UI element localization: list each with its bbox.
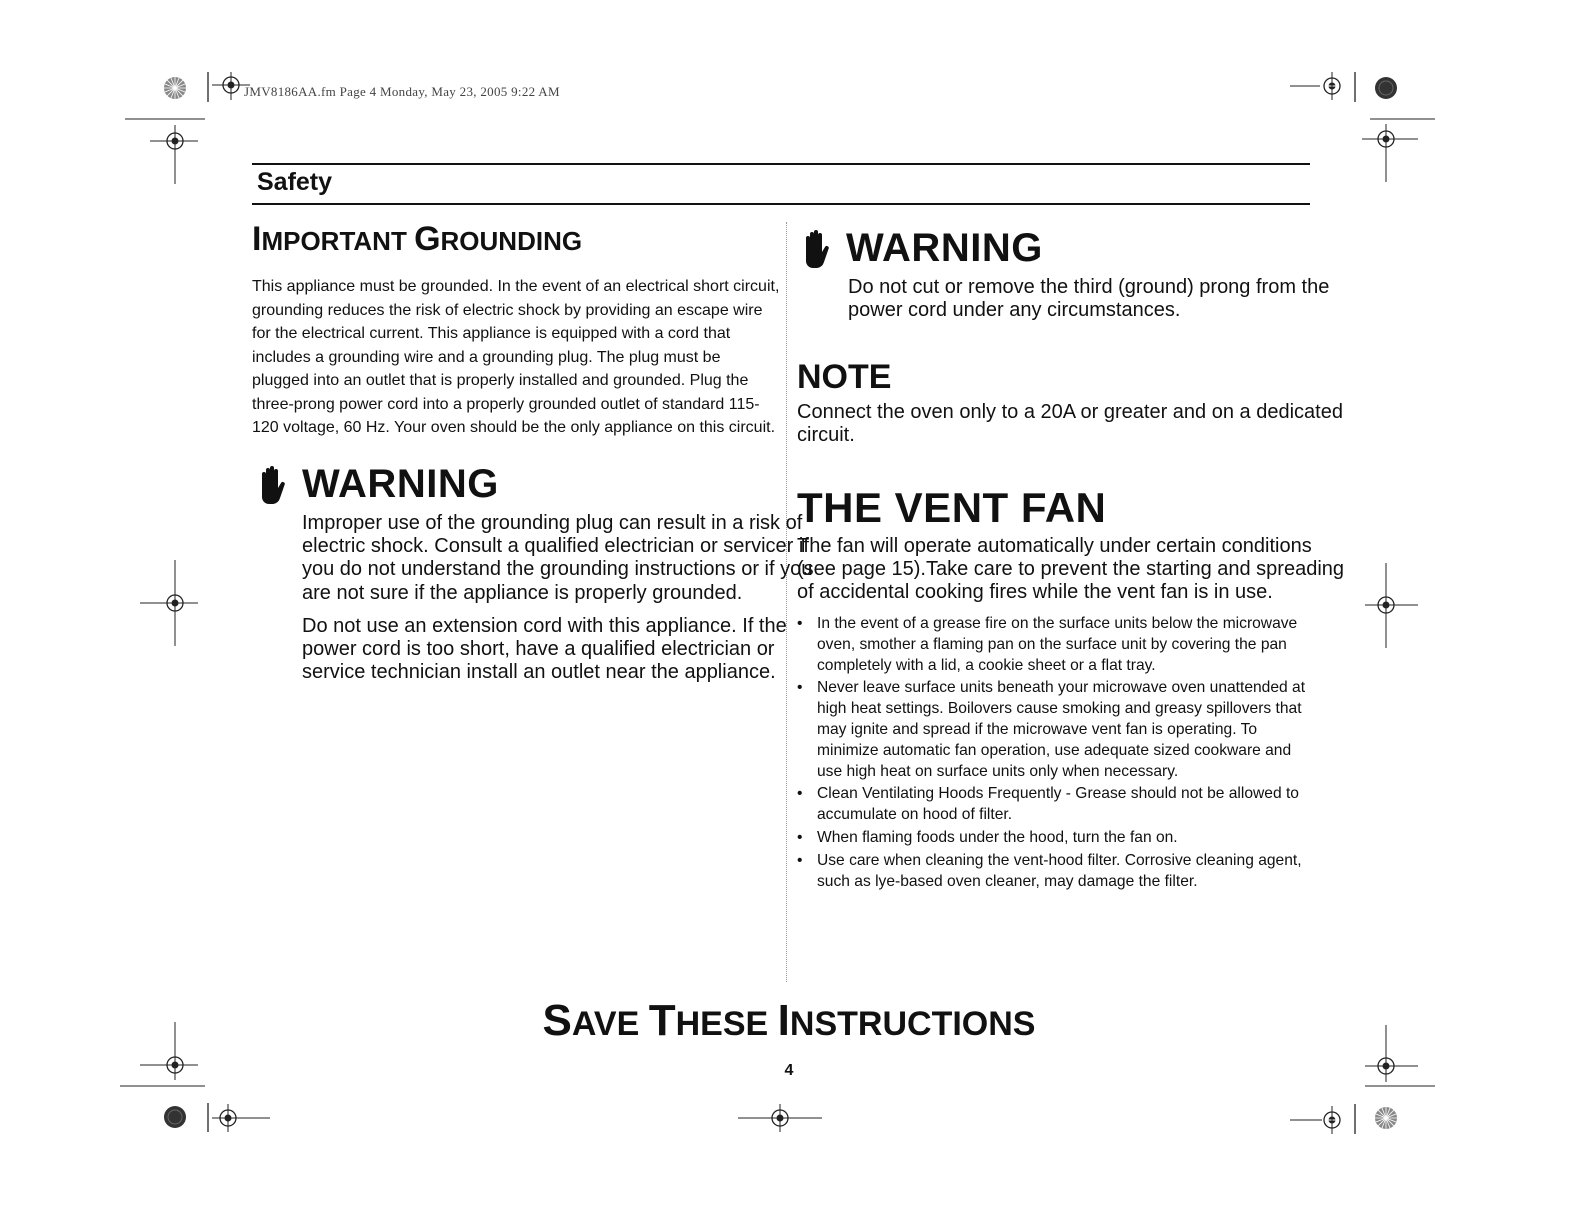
warning-left-title: WARNING [302,462,499,506]
warning-left-line: power cord is too short, have a qualified electrician or [302,638,775,661]
warning-left-paragraph-1 [302,512,813,605]
warning-left-line: electric shock. Consult a qualified electrician or servicer if [302,535,809,558]
warning-left-heading [256,462,499,507]
grounding-line: three-prong power cord into a properly grounded outlet of standard 115- [252,395,760,413]
grounding-heading-rest-2: ROUNDING [440,226,583,256]
save-cap-2: T [648,996,676,1045]
starburst-mark-top-left [164,77,186,99]
save-rest-2: HESE [675,1005,778,1043]
warning-left-line: are not sure if the appliance is properly grounded. [302,581,743,604]
hand-icon [800,228,830,270]
grounding-heading [252,220,582,259]
save-cap-3: I [777,996,790,1045]
warning-left-line: service technician install an outlet near the appliance. [302,661,776,684]
warning-right-line: Do not cut or remove the third (ground) prong from the [848,276,1330,298]
warning-right-line: power cord under any circumstances. [848,299,1181,322]
vent-fan-intro [797,535,1345,605]
vent-fan-intro-line: The fan will operate automatically under certain conditions [797,535,1312,557]
vent-fan-bullet: • In the event of a grease fire on the surface units below the microwave oven, smother a flaming pan on the surface unit by covering the pan completely with a lid, a cookie sheet or a flat tray. [795,614,1315,676]
column-divider [786,222,787,982]
grounding-line: This appliance must be grounded. In the event of an electrical short circuit, [252,278,780,295]
grounding-heading-cap-1: I [252,220,262,258]
hand-icon [256,464,286,506]
section-rule-top [252,163,1310,165]
note-line: circuit. [797,424,855,447]
vent-fan-intro-line: (see page 15).Take care to prevent the starting and spreading [797,558,1345,581]
section-title: Safety [257,168,333,196]
vent-fan-bullet: • Clean Ventilating Hoods Frequently - Grease should not be allowed to accumulate on hood of filter. [795,784,1315,826]
grounding-line: grounding reduces the risk of electric shock by providing an escape wire [252,301,763,319]
grounding-line: plugged into an outlet that is properly installed and grounded. Plug the [252,372,749,389]
note-line: Connect the oven only to a 20A or greater and on a dedicated [797,401,1343,423]
dark-dot-mark-top-right [1375,77,1397,99]
section-rule-bottom [252,203,1310,205]
vent-fan-title: THE VENT FAN [797,484,1107,531]
grounding-heading-rest-1: MPORTANT [261,226,415,256]
vent-fan-bullet: • When flaming foods under the hood, turn the fan on. [795,828,1315,849]
save-rest-1: AVE [571,1005,649,1043]
warning-left-paragraph-2 [302,615,787,685]
warning-right-heading [800,226,1043,271]
warning-left-line: Do not use an extension cord with this appliance. If the [302,615,787,637]
dark-dot-mark-bottom-left [164,1106,186,1128]
save-cap-1: S [542,996,572,1045]
save-instructions-heading [0,996,1578,1046]
grounding-line: 120 voltage, 60 Hz. Your oven should be the only appliance on this circuit. [252,419,776,436]
note-title: NOTE [797,358,892,396]
grounding-heading-cap-2: G [414,220,441,258]
grounding-line: includes a grounding wire and a grounding plug. The plug must be [252,348,721,366]
warning-right-paragraph [848,276,1330,322]
vent-fan-intro-line: of accidental cooking fires while the vent fan is in use. [797,581,1273,604]
warning-left-line: you do not understand the grounding instructions or if you [302,558,813,581]
warning-right-title: WARNING [846,226,1043,270]
warning-left-line: Improper use of the grounding plug can result in a risk of [302,512,803,534]
vent-fan-bullet: • Never leave surface units beneath your microwave oven unattended at high heat settings. Boilovers cause smoking and greasy spillovers that may ignite and spread if the microwave vent fan is operating. To minimize automatic fan operation, use adequate sized cookware and use high heat on surface units only when necessary. [795,678,1315,782]
page-number: 4 [784,1062,794,1079]
grounding-line: for the electrical current. This appliance is equipped with a cord that [252,325,731,342]
starburst-mark-bottom-right [1375,1107,1397,1129]
save-rest-3: NSTRUCTIONS [789,1005,1036,1043]
vent-fan-bullet-list [795,614,1315,894]
vent-fan-bullet: • Use care when cleaning the vent-hood filter. Corrosive cleaning agent, such as lye-based oven cleaner, may damage the filter. [795,851,1315,893]
grounding-paragraph [252,275,782,440]
note-paragraph [797,401,1343,447]
file-header-meta: JMV8186AA.fm Page 4 Monday, May 23, 2005 9:22 AM [244,84,560,99]
